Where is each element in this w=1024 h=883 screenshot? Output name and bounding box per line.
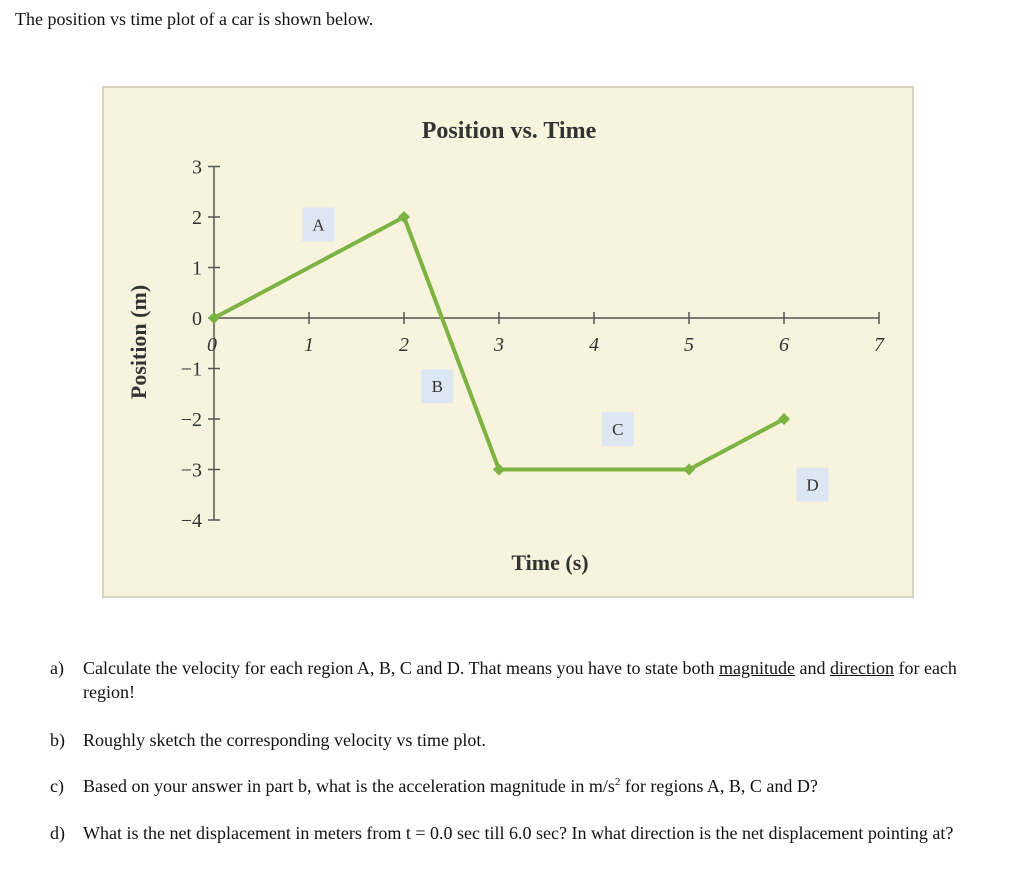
x-tick-label: 4 <box>589 334 599 356</box>
y-tick-label: −2 <box>180 409 202 431</box>
y-tick-label: −1 <box>180 358 202 381</box>
question-d-text: What is the net displacement in meters from t = 0.0 sec till 6.0 sec? In what direction is the net displacement pointing at? <box>83 823 954 843</box>
data-point <box>493 464 505 476</box>
question-c-part: Based on your answer in part b, what is the acceleration magnitude in m/s <box>83 776 615 796</box>
x-tick-label: 6 <box>779 334 789 356</box>
region-label-d: D <box>806 475 819 495</box>
question-c-part: for regions A, B, C and D? <box>620 776 818 796</box>
x-tick-label: 3 <box>494 334 504 356</box>
x-axis-label: Time (s) <box>511 550 589 575</box>
y-tick-label: 2 <box>192 207 202 229</box>
question-a-text <box>83 656 1013 704</box>
question-a-label: a) <box>50 658 64 678</box>
magnitude-underlined: magnitude <box>719 658 795 678</box>
region-label-c: C <box>612 420 624 440</box>
x-tick-label: 5 <box>684 334 694 356</box>
chart-title: Position vs. Time <box>421 118 597 144</box>
x-tick-label: 7 <box>874 334 884 356</box>
question-a-part: for each region! <box>83 658 957 702</box>
y-tick-label: −4 <box>180 510 202 532</box>
question-c-label: c) <box>50 776 64 796</box>
question-b-label: b) <box>50 730 65 750</box>
region-label-a: A <box>312 215 325 235</box>
question-b-text: Roughly sketch the corresponding velocity vs time plot. <box>83 730 486 750</box>
y-axis-label: Position (m) <box>126 284 151 400</box>
question-a-part: and <box>794 658 830 678</box>
superscript: 2 <box>614 776 621 788</box>
x-tick-label: 2 <box>399 334 409 356</box>
direction-underlined: direction <box>829 658 894 678</box>
y-tick-label: −3 <box>180 459 202 482</box>
y-tick-label: 1 <box>192 257 202 280</box>
question-a-part: Calculate the velocity for each region A, B, C and D. That means you have to state both <box>83 658 719 678</box>
y-tick-label: 3 <box>192 156 202 179</box>
question-d-label: d) <box>50 823 65 843</box>
y-tick-label: 0 <box>192 308 202 330</box>
question-c-text <box>83 774 1013 798</box>
region-label-b: B <box>431 377 443 397</box>
intro-text: The position vs time plot of a car is shown below. <box>15 9 374 29</box>
x-tick-label: 1 <box>304 334 314 356</box>
x-tick-label: 0 <box>207 334 217 356</box>
